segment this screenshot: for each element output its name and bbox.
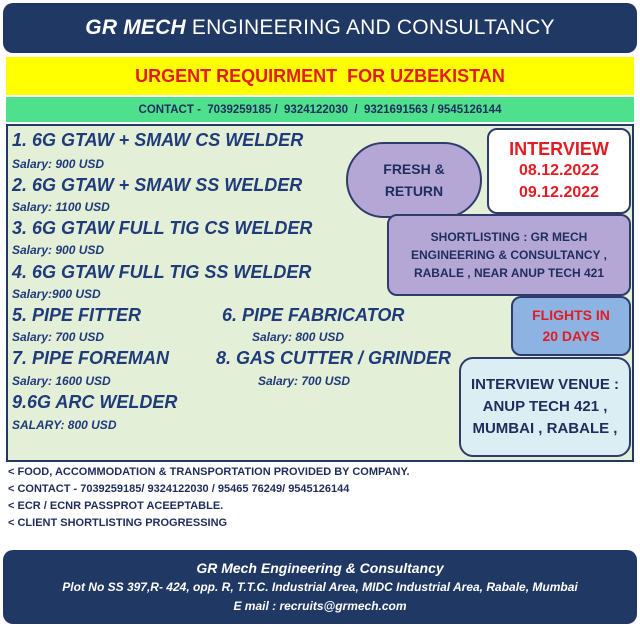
interview-dates-box bbox=[487, 128, 631, 214]
contact-bar-text: CONTACT - 7039259185 / 9324122030 / 9321691563 / 9545126144 bbox=[138, 103, 502, 116]
shortlisting-box bbox=[387, 214, 631, 296]
job-salary: Salary: 1100 USD bbox=[12, 200, 110, 214]
job-title: 6. PIPE FABRICATOR bbox=[222, 305, 405, 325]
footer-company: GR Mech Engineering & Consultancy bbox=[196, 560, 444, 576]
job-title: 8. GAS CUTTER / GRINDER bbox=[216, 348, 452, 368]
header-banner bbox=[3, 3, 637, 53]
shortlisting-line: RABALE , NEAR ANUP TECH 421 bbox=[413, 266, 604, 280]
interview-venue-box bbox=[459, 357, 631, 457]
note-item: < CLIENT SHORTLISTING PROGRESSING bbox=[8, 517, 228, 529]
venue-line: MUMBAI , RABALE , bbox=[472, 420, 618, 437]
note-item: < FOOD, ACCOMMODATION & TRANSPORTATION PROVIDED BY COMPANY. bbox=[8, 466, 410, 478]
footer-banner bbox=[3, 550, 637, 624]
fresh-return-badge bbox=[346, 142, 482, 218]
interview-date: 09.12.2022 bbox=[518, 184, 600, 201]
interview-date: 08.12.2022 bbox=[518, 162, 600, 179]
job-title: 9.6G ARC WELDER bbox=[12, 392, 178, 412]
venue-line: INTERVIEW VENUE : bbox=[470, 376, 620, 393]
return-line: RETURN bbox=[384, 183, 444, 199]
job-salary: SALARY: 800 USD bbox=[12, 418, 117, 432]
job-title: 3. 6G GTAW FULL TIG CS WELDER bbox=[12, 218, 313, 238]
note-item: < CONTACT - 7039259185/ 9324122030 / 95465 76249/ 9545126144 bbox=[8, 483, 350, 495]
job-salary: Salary: 1600 USD bbox=[12, 374, 111, 388]
flights-line: FLIGHTS IN bbox=[532, 307, 610, 323]
job-salary: Salary: 700 USD bbox=[258, 374, 351, 388]
job-salary: Salary: 900 USD bbox=[12, 243, 105, 257]
job-title: 2. 6G GTAW + SMAW SS WELDER bbox=[12, 175, 303, 195]
note-item: < ECR / ECNR PASSPROT ACEEPTABLE. bbox=[8, 500, 224, 512]
job-salary: Salary: 800 USD bbox=[252, 330, 345, 344]
header-title: ENGINEERING AND CONSULTANCY bbox=[191, 16, 555, 39]
flights-line: 20 DAYS bbox=[542, 328, 600, 344]
urgent-banner bbox=[6, 57, 634, 95]
flights-box bbox=[511, 296, 631, 356]
job-title: 7. PIPE FOREMAN bbox=[12, 348, 170, 368]
job-salary: Salary: 900 USD bbox=[12, 157, 105, 171]
venue-line: ANUP TECH 421 , bbox=[482, 398, 608, 415]
notes-list bbox=[8, 464, 628, 532]
footer-email: E mail : recruits@grmech.com bbox=[233, 599, 407, 613]
contact-bar bbox=[6, 97, 634, 122]
job-title: 5. PIPE FITTER bbox=[12, 305, 142, 325]
urgent-banner-text: URGENT REQUIRMENT FOR UZBEKISTAN bbox=[135, 65, 505, 86]
job-salary: Salary: 700 USD bbox=[12, 330, 105, 344]
header-brand: GR MECH bbox=[85, 16, 186, 39]
fresh-line: FRESH & bbox=[383, 161, 445, 177]
job-title: 4. 6G GTAW FULL TIG SS WELDER bbox=[12, 262, 312, 282]
shortlisting-line: ENGINEERING & CONSULTANCY , bbox=[410, 248, 607, 262]
job-title: 1. 6G GTAW + SMAW CS WELDER bbox=[12, 130, 304, 150]
shortlisting-line: SHORTLISTING : GR MECH bbox=[430, 230, 588, 244]
footer-address: Plot No SS 397,R- 424, opp. R, T.T.C. Industrial Area, MIDC Industrial Area, Rabale, Mumbai bbox=[62, 580, 578, 594]
interview-label: INTERVIEW bbox=[509, 139, 609, 159]
job-salary: Salary:900 USD bbox=[12, 287, 101, 301]
